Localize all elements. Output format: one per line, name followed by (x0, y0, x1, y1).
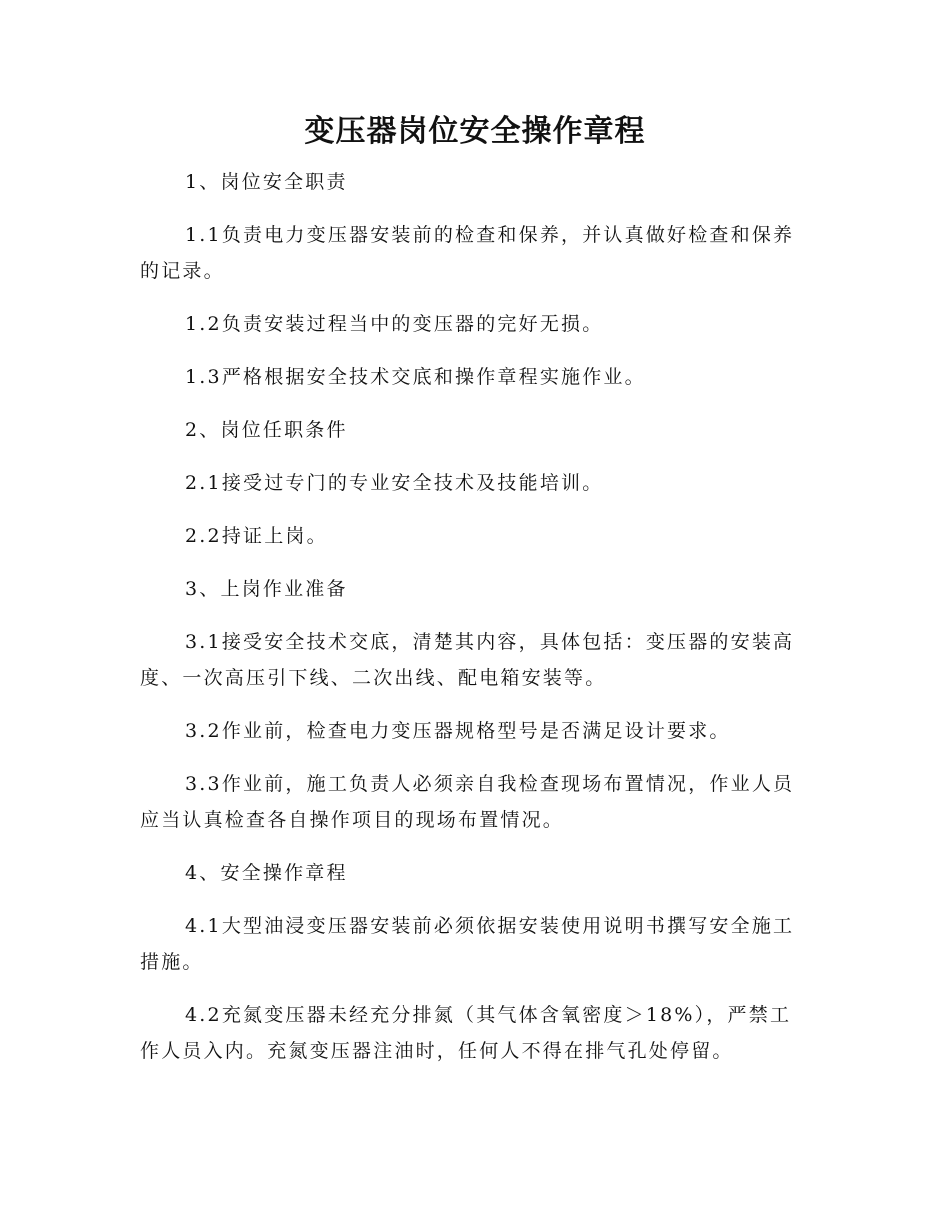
paragraph-3-1: 3.1接受安全技术交底，清楚其内容，具体包括：变压器的安装高度、一次高压引下线、二次出线、配电箱安装等。 (140, 631, 795, 689)
document-body (140, 164, 812, 1086)
section-heading-2: 2、岗位任职条件 (185, 419, 348, 441)
paragraph-3-3: 3.3作业前，施工负责人必须亲自我检查现场布置情况，作业人员应当认真检查各自操作项目的现场布置情况。 (140, 773, 795, 831)
document-title: 变压器岗位安全操作章程 (304, 114, 646, 149)
paragraph-1-1: 1.1负责电力变压器安装前的检查和保养，并认真做好检查和保养的记录。 (140, 224, 795, 282)
section-heading-3: 3、上岗作业准备 (185, 578, 348, 600)
paragraph-3-2: 3.2作业前，检查电力变压器规格型号是否满足设计要求。 (185, 720, 731, 742)
paragraph-1-3: 1.3严格根据安全技术交底和操作章程实施作业。 (185, 366, 646, 388)
paragraph-2-2: 2.2持证上岗。 (185, 525, 328, 547)
paragraph-1-2: 1.2负责安装过程当中的变压器的完好无损。 (185, 313, 604, 335)
paragraph-2-1: 2.1接受过专门的专业安全技术及技能培训。 (185, 472, 604, 494)
section-heading-1: 1、岗位安全职责 (185, 171, 348, 193)
paragraph-4-1: 4.1大型油浸变压器安装前必须依据安装使用说明书撰写安全施工措施。 (140, 915, 795, 973)
section-heading-4: 4、安全操作章程 (185, 862, 348, 884)
paragraph-4-2: 4.2充氮变压器未经充分排氮（其气体含氧密度＞18%），严禁工作人员入内。充氮变压器注油时，任何人不得在排气孔处停留。 (140, 1004, 792, 1062)
